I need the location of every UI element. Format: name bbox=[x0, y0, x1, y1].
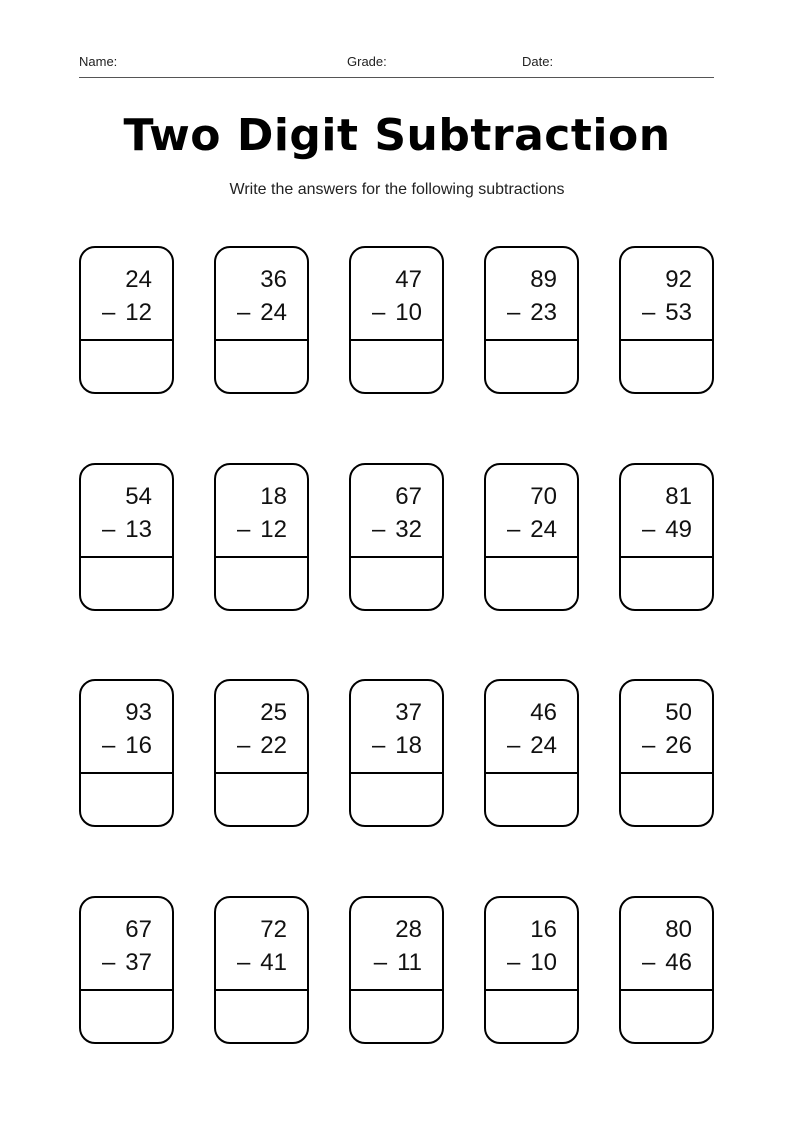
minus-sign: – bbox=[506, 299, 521, 326]
problem-numbers bbox=[351, 465, 442, 557]
problem-numbers bbox=[216, 898, 307, 990]
minus-sign: – bbox=[641, 948, 656, 976]
subtrahend: 13 bbox=[125, 515, 152, 543]
minuend: 70 bbox=[530, 482, 557, 510]
minus-sign: – bbox=[371, 515, 386, 543]
minuend: 92 bbox=[665, 266, 692, 293]
subtrahend-line bbox=[642, 515, 692, 545]
subtrahend: 11 bbox=[397, 948, 422, 976]
answer-box[interactable] bbox=[351, 558, 442, 611]
problem-numbers bbox=[216, 248, 307, 340]
minus-sign: – bbox=[373, 948, 388, 976]
problem-card bbox=[349, 896, 444, 1044]
problem-numbers bbox=[351, 681, 442, 773]
answer-box[interactable] bbox=[486, 341, 577, 394]
problem-card bbox=[484, 246, 579, 394]
minus-sign: – bbox=[641, 732, 656, 759]
minus-sign: – bbox=[101, 299, 116, 326]
problem-numbers bbox=[216, 465, 307, 557]
answer-box[interactable] bbox=[621, 558, 712, 611]
page-title: Two Digit Subtraction bbox=[123, 110, 671, 161]
subtrahend: 10 bbox=[530, 948, 557, 976]
problem-card bbox=[79, 679, 174, 827]
page-subtitle: Write the answers for the following subtractions bbox=[229, 181, 565, 198]
minus-sign: – bbox=[236, 948, 251, 976]
problem-numbers bbox=[216, 681, 307, 773]
minuend: 28 bbox=[395, 915, 422, 943]
problem-numbers bbox=[486, 465, 577, 557]
minus-sign: – bbox=[506, 515, 521, 543]
answer-box[interactable] bbox=[81, 991, 172, 1044]
minus-sign: – bbox=[371, 732, 386, 759]
minus-sign: – bbox=[371, 299, 386, 326]
subtrahend: 22 bbox=[260, 732, 287, 759]
answer-box[interactable] bbox=[621, 991, 712, 1044]
subtrahend: 37 bbox=[125, 948, 152, 976]
problem-card bbox=[349, 679, 444, 827]
minus-sign: – bbox=[236, 732, 251, 759]
minuend: 47 bbox=[395, 266, 422, 293]
minus-sign: – bbox=[506, 948, 521, 976]
problem-numbers bbox=[486, 898, 577, 990]
minus-sign: – bbox=[641, 299, 656, 326]
problem-card bbox=[349, 463, 444, 611]
subtrahend-line bbox=[374, 948, 422, 978]
minuend: 50 bbox=[665, 699, 692, 726]
minus-sign: – bbox=[641, 515, 656, 543]
minuend: 46 bbox=[530, 699, 557, 726]
answer-box[interactable] bbox=[81, 774, 172, 827]
answer-box[interactable] bbox=[486, 991, 577, 1044]
problem-numbers bbox=[81, 898, 172, 990]
subtrahend-line bbox=[507, 731, 557, 761]
subtrahend-line bbox=[642, 948, 692, 978]
subtrahend: 24 bbox=[530, 732, 557, 759]
subtrahend: 18 bbox=[395, 732, 422, 759]
problem-numbers bbox=[621, 681, 712, 773]
problem-numbers bbox=[81, 465, 172, 557]
subtrahend-line bbox=[102, 731, 152, 761]
problem-card bbox=[619, 679, 714, 827]
problem-card bbox=[619, 896, 714, 1044]
subtrahend: 41 bbox=[260, 948, 287, 976]
problem-numbers bbox=[621, 898, 712, 990]
answer-box[interactable] bbox=[351, 341, 442, 394]
answer-box[interactable] bbox=[486, 774, 577, 827]
subtrahend: 12 bbox=[260, 515, 287, 543]
subtrahend-line bbox=[102, 298, 152, 328]
minuend: 37 bbox=[395, 699, 422, 726]
answer-box[interactable] bbox=[621, 774, 712, 827]
problem-card bbox=[484, 679, 579, 827]
problem-card bbox=[214, 679, 309, 827]
minuend: 25 bbox=[260, 699, 287, 726]
subtrahend-line bbox=[642, 298, 692, 328]
worksheet-header bbox=[79, 53, 714, 71]
minuend: 72 bbox=[260, 915, 287, 943]
answer-box[interactable] bbox=[486, 558, 577, 611]
subtrahend-line bbox=[372, 298, 422, 328]
answer-box[interactable] bbox=[621, 341, 712, 394]
minuend: 67 bbox=[395, 482, 422, 510]
subtrahend-line bbox=[372, 731, 422, 761]
answer-box[interactable] bbox=[216, 341, 307, 394]
minus-sign: – bbox=[101, 732, 116, 759]
minuend: 80 bbox=[665, 915, 692, 943]
name-label: Name: bbox=[79, 54, 118, 69]
subtrahend: 46 bbox=[665, 948, 692, 976]
subtrahend: 32 bbox=[395, 515, 422, 543]
header-underline bbox=[79, 77, 714, 78]
subtrahend-line bbox=[642, 731, 692, 761]
grade-label: Grade: bbox=[347, 54, 387, 69]
minuend: 89 bbox=[530, 266, 557, 293]
problem-card bbox=[214, 896, 309, 1044]
date-label: Date: bbox=[522, 54, 554, 69]
subtrahend-line bbox=[372, 515, 422, 545]
minuend: 18 bbox=[260, 482, 287, 510]
subtrahend-line bbox=[237, 298, 287, 328]
minus-sign: – bbox=[236, 515, 251, 543]
problem-grid bbox=[79, 246, 715, 1044]
subtrahend: 10 bbox=[395, 299, 422, 326]
problem-card bbox=[484, 896, 579, 1044]
problem-card bbox=[214, 463, 309, 611]
problem-numbers bbox=[621, 465, 712, 557]
answer-box[interactable] bbox=[216, 774, 307, 827]
subtrahend-line bbox=[507, 948, 557, 978]
problem-numbers bbox=[81, 681, 172, 773]
answer-box[interactable] bbox=[81, 558, 172, 611]
minuend: 16 bbox=[530, 915, 557, 943]
problem-numbers bbox=[486, 681, 577, 773]
answer-box[interactable] bbox=[351, 991, 442, 1044]
problem-card bbox=[349, 246, 444, 394]
problem-numbers bbox=[81, 248, 172, 340]
answer-box[interactable] bbox=[351, 774, 442, 827]
problem-card bbox=[619, 463, 714, 611]
subtrahend: 26 bbox=[665, 732, 692, 759]
subtrahend: 53 bbox=[665, 299, 692, 326]
problem-numbers bbox=[486, 248, 577, 340]
subtrahend: 23 bbox=[530, 299, 557, 326]
problem-numbers bbox=[621, 248, 712, 340]
problem-card bbox=[484, 463, 579, 611]
subtrahend: 24 bbox=[530, 515, 557, 543]
minuend: 24 bbox=[125, 266, 152, 293]
subtrahend-line bbox=[237, 948, 287, 978]
subtrahend-line bbox=[237, 731, 287, 761]
minuend: 36 bbox=[260, 266, 287, 293]
problem-card bbox=[619, 246, 714, 394]
answer-box[interactable] bbox=[216, 991, 307, 1044]
minuend: 93 bbox=[125, 699, 152, 726]
subtrahend: 24 bbox=[260, 299, 287, 326]
subtrahend-line bbox=[507, 298, 557, 328]
problem-card bbox=[79, 463, 174, 611]
subtrahend: 49 bbox=[665, 515, 692, 543]
minus-sign: – bbox=[236, 299, 251, 326]
subtrahend-line bbox=[102, 948, 152, 978]
answer-box[interactable] bbox=[216, 558, 307, 611]
problem-card bbox=[214, 246, 309, 394]
minuend: 81 bbox=[665, 482, 692, 510]
problem-numbers bbox=[351, 898, 442, 990]
subtrahend-line bbox=[507, 515, 557, 545]
minuend: 54 bbox=[125, 482, 152, 510]
subtrahend: 16 bbox=[125, 732, 152, 759]
minus-sign: – bbox=[101, 515, 116, 543]
problem-numbers bbox=[351, 248, 442, 340]
minus-sign: – bbox=[101, 948, 116, 976]
subtrahend-line bbox=[102, 515, 152, 545]
problem-card bbox=[79, 896, 174, 1044]
problem-card bbox=[79, 246, 174, 394]
subtrahend-line bbox=[237, 515, 287, 545]
minus-sign: – bbox=[506, 732, 521, 759]
answer-box[interactable] bbox=[81, 341, 172, 394]
subtrahend: 12 bbox=[125, 299, 152, 326]
minuend: 67 bbox=[125, 915, 152, 943]
